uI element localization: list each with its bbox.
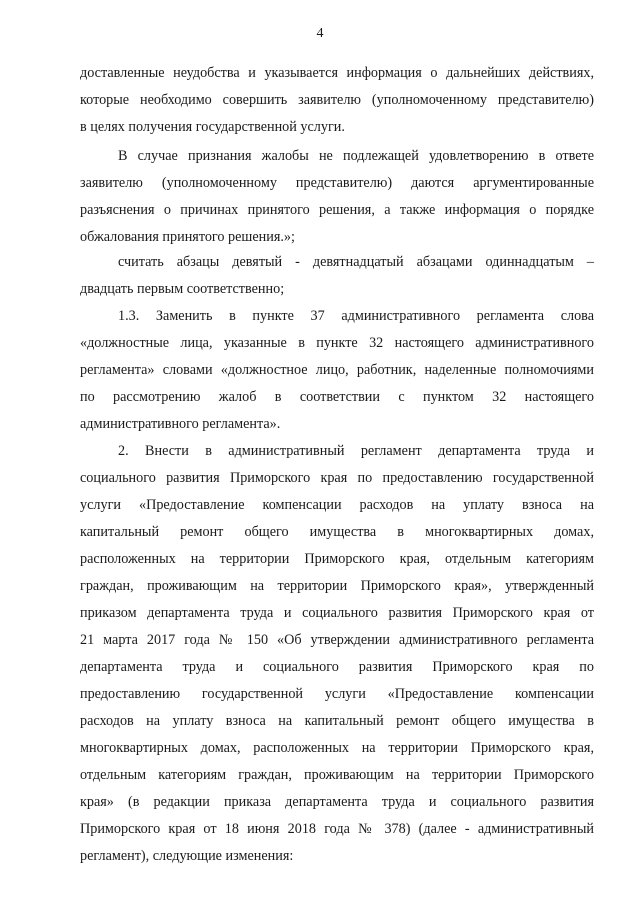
- text-line: двадцать первым соответственно;: [80, 281, 285, 297]
- text-line: услуги «Предоставление компенсации расходов на уплату взноса на: [80, 497, 594, 513]
- text-line: Приморского края от 18 июня 2018 года № 378) (далее - административный: [80, 821, 594, 837]
- text-line: многоквартирных домах, расположенных на территории Приморского края,: [80, 740, 594, 756]
- text-line: В случае признания жалобы не подлежащей удовлетворению в ответе: [118, 148, 594, 164]
- text-line: заявителю (уполномоченному представителю) даются аргументированные: [80, 175, 594, 191]
- text-line: административного регламента».: [80, 416, 281, 432]
- text-line: по рассмотрению жалоб в соответствии с пунктом 32 настоящего: [80, 389, 594, 405]
- text-line: обжалования принятого решения.»;: [80, 229, 295, 245]
- text-line: капитальный ремонт общего имущества в многоквартирных домах,: [80, 524, 594, 540]
- text-line: 2. Внести в административный регламент департамента труда и: [118, 443, 594, 459]
- text-line: края» (в редакции приказа департамента труда и социального развития: [80, 794, 594, 810]
- text-line: приказом департамента труда и социального развития Приморского края от: [80, 605, 594, 621]
- text-line: «должностные лица, указанные в пункте 32 настоящего административного: [80, 335, 594, 351]
- text-line: регламент), следующие изменения:: [80, 848, 294, 864]
- text-line: расходов на уплату взноса на капитальный ремонт общего имущества в: [80, 713, 594, 729]
- page-number: 4: [316, 26, 324, 41]
- text-line: разъяснения о причинах принятого решения, а также информация о порядке: [80, 202, 594, 218]
- text-line: доставленные неудобства и указывается информация о дальнейших действиях,: [80, 65, 594, 81]
- text-line: которые необходимо совершить заявителю (уполномоченному представителю): [80, 92, 594, 108]
- text-line: 21 марта 2017 года № 150 «Об утверждении административного регламента: [80, 632, 594, 648]
- text-line: предоставлению государственной услуги «Предоставление компенсации: [80, 686, 594, 702]
- text-line: департамента труда и социального развития Приморского края по: [80, 659, 594, 675]
- text-line: считать абзацы девятый - девятнадцатый абзацами одиннадцатым –: [118, 254, 594, 270]
- text-line: граждан, проживающим на территории Приморского края», утвержденный: [80, 578, 594, 594]
- text-line: социального развития Приморского края по предоставлению государственной: [80, 470, 594, 486]
- text-line: в целях получения государственной услуги.: [80, 119, 345, 135]
- text-line: регламента» словами «должностное лицо, работник, наделенные полномочиями: [80, 362, 594, 378]
- text-line: 1.3. Заменить в пункте 37 административного регламента слова: [118, 308, 594, 324]
- text-line: расположенных на территории Приморского края, отдельным категориям: [80, 551, 594, 567]
- text-line: отдельным категориям граждан, проживающим на территории Приморского: [80, 767, 594, 783]
